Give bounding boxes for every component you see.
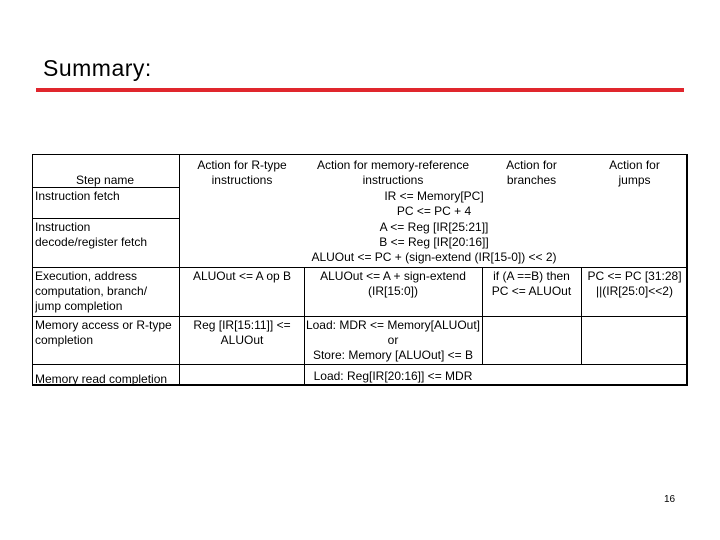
- exec-rtype: ALUOut <= A op B: [192, 269, 292, 283]
- step-memory-access-line2: completion: [35, 333, 94, 347]
- exec-memref-line2: (IR[15:0]): [367, 284, 418, 298]
- exec-branches-line1: if (A ==B) then: [493, 269, 570, 283]
- step-memory-access-line1: Memory access or R-type: [35, 318, 172, 332]
- fetch-action-line2: PC <= PC + 4: [396, 204, 472, 218]
- memaccess-memref-line3: Store: Memory [ALUOut] <= B: [312, 348, 474, 362]
- memaccess-memref-line2: or: [387, 333, 399, 347]
- step-decode-line1: Instruction: [35, 220, 91, 234]
- row-line: [32, 316, 688, 317]
- row-line: [32, 267, 688, 268]
- header-rtype-line1: Action for R-type: [197, 158, 287, 172]
- summary-table: [32, 154, 688, 386]
- step-decode-line2: decode/register fetch: [35, 235, 148, 249]
- title-underline: [36, 88, 684, 92]
- step-execution-line2: computation, branch/: [35, 284, 148, 298]
- header-jumps-line2: jumps: [618, 173, 651, 187]
- step-execution-line1: Execution, address: [35, 269, 138, 283]
- step-memory-read: Memory read completion: [35, 372, 168, 385]
- header-memref-line1: Action for memory-reference: [316, 158, 470, 172]
- exec-branches-line2: PC <= ALUOut: [491, 284, 572, 298]
- header-jumps-line1: Action for: [609, 158, 660, 172]
- header-branches-line1: Action for: [506, 158, 557, 172]
- step-execution-line3: jump completion: [35, 299, 123, 313]
- page-number: 16: [664, 494, 676, 505]
- exec-jumps-line2: ||(IR[25:0]<<2): [596, 284, 673, 298]
- header-memref-line2: instructions: [362, 173, 424, 187]
- slide-title: Summary:: [43, 55, 152, 81]
- memaccess-rtype-line2: ALUOut: [220, 333, 264, 347]
- exec-memref-line1: ALUOut <= A + sign-extend: [320, 269, 466, 283]
- header-rtype-line2: instructions: [211, 173, 273, 187]
- memaccess-rtype-line1: Reg [IR[15:11]] <=: [193, 318, 291, 332]
- memaccess-memref-line1: Load: MDR <= Memory[ALUOut]: [305, 318, 481, 332]
- row-line: [32, 364, 688, 365]
- step-instruction-fetch: Instruction fetch: [35, 189, 120, 203]
- decode-action-line2: B <= Reg [IR[20:16]]: [379, 235, 489, 249]
- exec-jumps-line1: PC <= PC [31:28]: [587, 269, 682, 283]
- fetch-action-line1: IR <= Memory[PC]: [384, 189, 484, 203]
- row-line: [32, 218, 180, 219]
- header-branches-line2: branches: [506, 173, 557, 187]
- decode-action-line1: A <= Reg [IR[25:21]]: [379, 220, 489, 234]
- header-step-name: Step name: [76, 173, 135, 187]
- decode-action-line3: ALUOut <= PC + (sign-extend (IR[15-0]) << 2): [311, 250, 557, 264]
- memread-memref: Load: Reg[IR[20:16]] <= MDR: [313, 369, 473, 383]
